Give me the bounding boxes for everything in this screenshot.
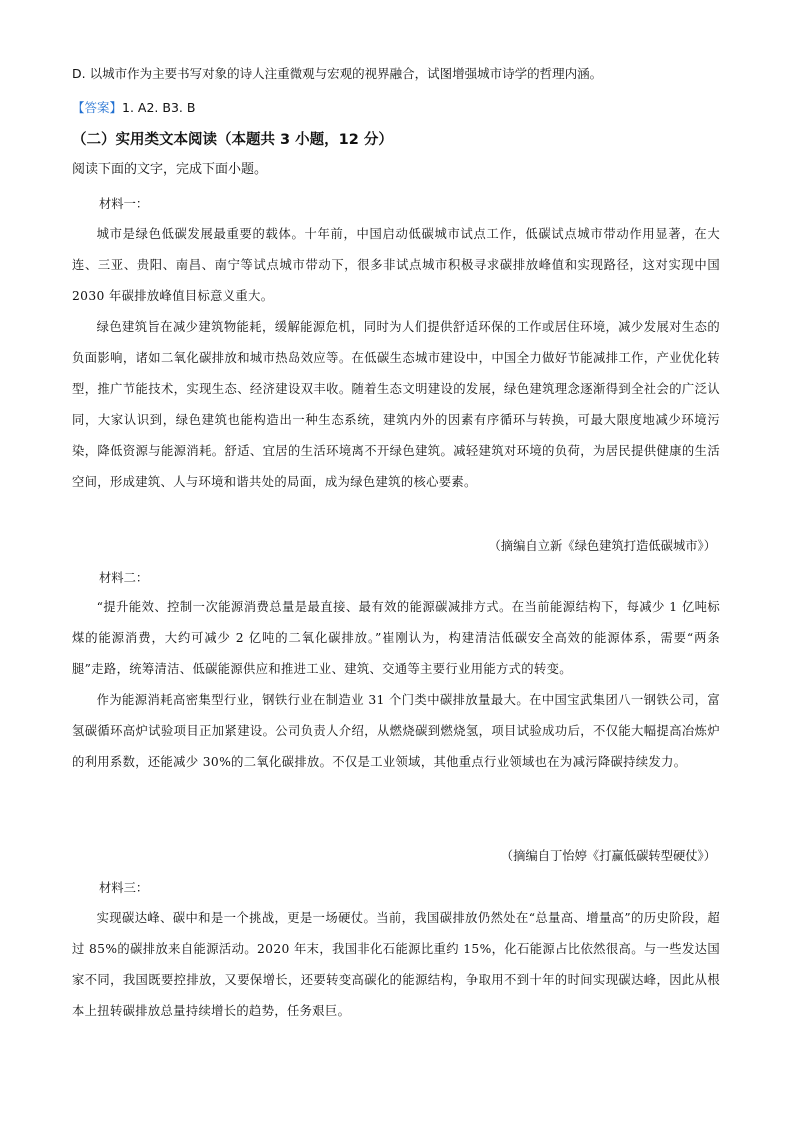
- answer-tag: 【答案】: [72, 100, 123, 115]
- material-3-body: [72, 903, 720, 1027]
- material-2-source: （摘编自丁怡婷《打赢低碳转型硬仗》）: [500, 849, 716, 863]
- instruction-text: 阅读下面的文字，完成下面小题。: [72, 162, 268, 177]
- material-1-source: （摘编自立新《绿色建筑打造低碳城市》）: [488, 539, 716, 553]
- section-title: （二）实用类文本阅读（本题共 3 小题，12 分）: [72, 132, 393, 148]
- answer-line: [72, 98, 732, 118]
- material-1-paragraph: 绿色建筑旨在减少建筑物能耗，缓解能源危机，同时为人们提供舒适环保的工作或居住环境，减少发展对生态的负面影响，诸如二氧化碳排放和城市热岛效应等。在低碳生态城市建设中，中国全力做好节能减排工作，产业优化转型，推广节能技术，实现生态、经济建设双丰收。随着生态文明建设的发展，绿色建筑理念逐渐得到全社会的广泛认同，大家认识到，绿色建筑也能构造出一种生态系统，建筑内外的因素有序循环与转换，可最大限度地减少环境污染，降低资源与能源消耗。舒适、宜居的生活环境离不开绿色建筑。减轻建筑对环境的负荷，为居民提供健康的生活空间，形成建筑、人与环境和谐共处的局面，成为绿色建筑的核心要素。: [72, 320, 720, 489]
- material-1-paragraph: 城市是绿色低碳发展最重要的载体。十年前，中国启动低碳城市试点工作，低碳试点城市带动作用显著，在大连、三亚、贵阳、南昌、南宁等试点城市带动下，很多非试点城市积极寻求碳排放峰值和实现路径，这对实现中国 2030 年碳排放峰值目标意义重大。: [72, 227, 720, 303]
- material-3-paragraph: 实现碳达峰、碳中和是一个挑战，更是一场硬仗。当前，我国碳排放仍然处在“总量高、增量高”的历史阶段，超过 85%的碳排放来自能源活动。2020 年末，我国非化石能源比重约 15%，化石能源占比依然很高。与一些发达国家不同，我国既要控排放，又要保增长，还要转变高碳化的能源结构，争取用不到十年的时间实现碳达峰，因此从根本上扭转碳排放总量持续增长的趋势，任务艰巨。: [72, 911, 720, 1018]
- material-3-label: 材料三：: [99, 881, 149, 895]
- material-2-label: 材料二：: [99, 571, 149, 585]
- option-d-text: D. 以城市作为主要书写对象的诗人注重微观与宏观的视界融合，试图增强城市诗学的哲理内涵。: [72, 66, 603, 81]
- material-1-label: 材料一：: [99, 197, 149, 211]
- material-2-body: [72, 592, 720, 778]
- material-2-paragraph: 作为能源消耗高密集型行业，钢铁行业在制造业 31 个门类中碳排放量最大。在中国宝武集团八一钢铁公司，富氢碳循环高炉试验项目正加紧建设。公司负责人介绍，从燃烧碳到燃烧氢，项目试验成功后，不仅能大幅提高冶炼炉的利用系数，还能减少 30%的二氧化碳排放。不仅是工业领域，其他重点行业领域也在为减污降碳持续发力。: [72, 693, 720, 769]
- material-2-paragraph: “提升能效、控制一次能源消费总量是最直接、最有效的能源碳减排方式。在当前能源结构下，每减少 1 亿吨标煤的能源消费，大约可减少 2 亿吨的二氧化碳排放。”崔刚认为，构建清洁低碳安全高效的能源体系，需要“两条腿”走路，统筹清洁、低碳能源供应和推进工业、建筑、交通等主要行业用能方式的转变。: [72, 600, 720, 676]
- answer-text: 1. A2. B3. B: [122, 100, 196, 115]
- material-1-body: [72, 219, 720, 498]
